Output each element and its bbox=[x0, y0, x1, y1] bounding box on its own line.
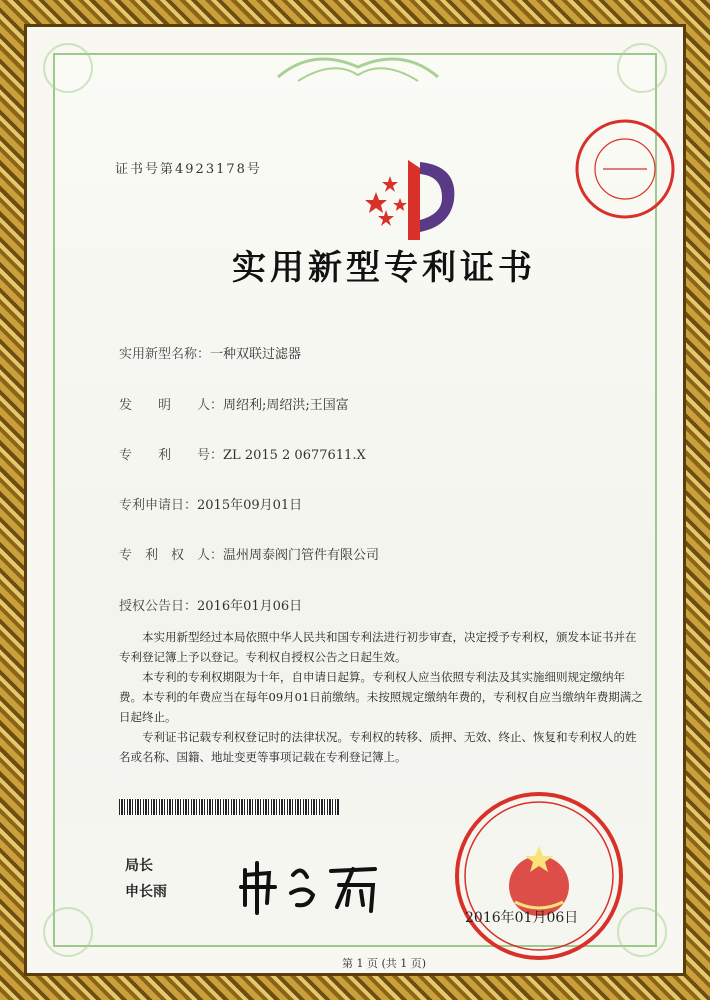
field-row bbox=[119, 343, 301, 362]
field-value: 温州周泰阀门管件有限公司 bbox=[223, 548, 380, 563]
signer-title: 局长 bbox=[125, 858, 153, 874]
corner-ornament bbox=[43, 907, 93, 957]
corner-ornament bbox=[43, 43, 93, 93]
barcode bbox=[119, 799, 339, 815]
national-ip-seal bbox=[453, 790, 625, 962]
field-label: 专 利 权 人： bbox=[119, 548, 224, 563]
field-row bbox=[119, 494, 302, 513]
frame-inner bbox=[24, 24, 686, 976]
top-ornament bbox=[273, 47, 443, 87]
signature bbox=[235, 855, 385, 915]
signer-name: 申长雨 bbox=[125, 884, 167, 900]
cnipa-logo-icon bbox=[350, 140, 470, 250]
field-row bbox=[119, 444, 366, 463]
page-title: 实用新型专利证书 bbox=[232, 248, 536, 288]
certificate-paper bbox=[53, 53, 657, 970]
page-footer: 第 1 页 (共 1 页) bbox=[341, 957, 427, 970]
field-row bbox=[119, 394, 349, 413]
body-paragraph: 专利证书记载专利权登记时的法律状况。专利权的转移、质押、无效、终止、恢复和专利权人的姓名或名称、国籍、地址变更等事项记载在专利登记簿上。 bbox=[119, 730, 637, 764]
body-paragraph: 本实用新型经过本局依照中华人民共和国专利法进行初步审查，决定授予专利权，颁发本证书并在专利登记簿上予以登记。专利权自授权公告之日起生效。 bbox=[119, 630, 637, 664]
field-value: 2015年09月01日 bbox=[197, 498, 303, 513]
field-label: 实用新型名称： bbox=[119, 347, 211, 362]
certificate-number: 证书号第4923178号 bbox=[115, 162, 262, 177]
corner-ornament bbox=[617, 43, 667, 93]
field-value: 一种双联过滤器 bbox=[210, 347, 302, 362]
field-value: ZL 2015 2 0677611.X bbox=[223, 448, 366, 463]
field-label: 授权公告日： bbox=[119, 599, 198, 614]
field-row bbox=[119, 595, 302, 614]
field-value: 2016年01月06日 bbox=[197, 599, 303, 614]
seal-date: 2016年01月06日 bbox=[465, 910, 579, 926]
field-value: 周绍利;周绍洪;王国富 bbox=[223, 398, 349, 413]
body-paragraph: 本专利的专利权期限为十年，自申请日起算。专利权人应当依照专利法及其实施细则规定缴纳年费。本专利的年费应当在每年09月01日前缴纳。未按照规定缴纳年费的，专利权自应当缴纳年费期满之日起终止。 bbox=[119, 670, 643, 724]
tax-stamp-seal bbox=[573, 117, 677, 221]
field-label: 专 利 号： bbox=[119, 448, 224, 463]
field-row bbox=[119, 544, 379, 563]
field-label: 专利申请日： bbox=[119, 498, 198, 513]
field-label: 发 明 人： bbox=[119, 398, 224, 413]
